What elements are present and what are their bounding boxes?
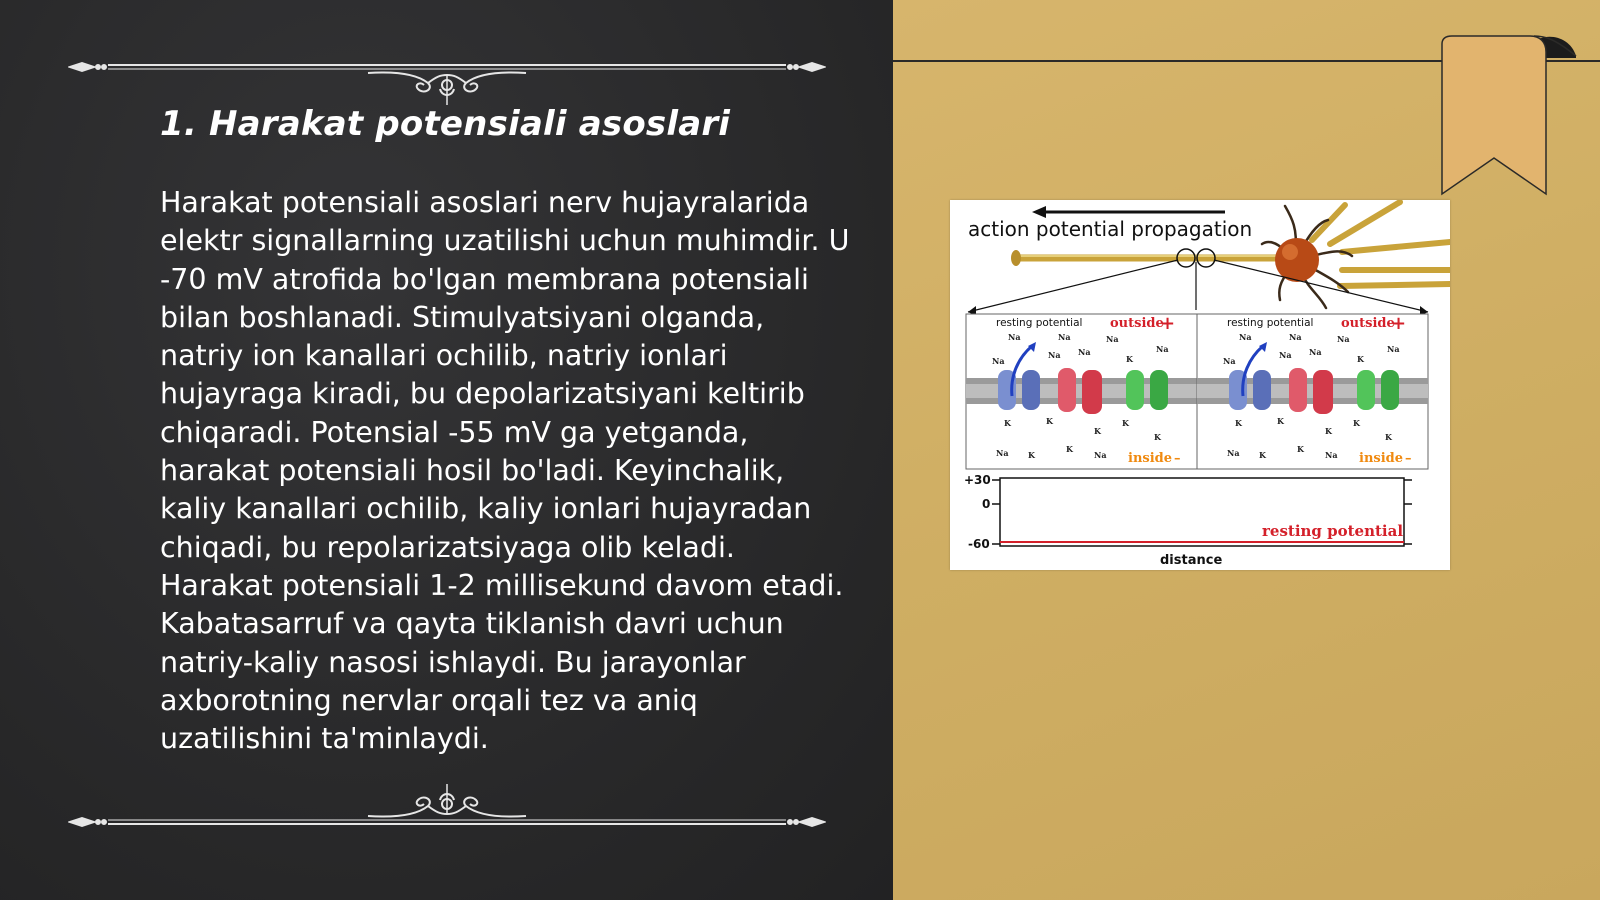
y-tick-0: 0	[982, 497, 991, 511]
svg-text:Na: Na	[1048, 350, 1061, 360]
svg-text:Na: Na	[1008, 332, 1021, 342]
svg-text:Na: Na	[1094, 450, 1107, 460]
svg-text:Na: Na	[1309, 347, 1322, 357]
membrane-panel-2	[1197, 313, 1428, 469]
series-label: resting potential	[1262, 522, 1404, 540]
svg-text:K: K	[1122, 418, 1129, 428]
y-tick-60: -60	[968, 537, 990, 551]
svg-text:K: K	[1277, 416, 1284, 426]
svg-text:Na: Na	[1058, 332, 1071, 342]
bookmark-ribbon-icon	[1434, 34, 1584, 200]
slide-body-text: Harakat potensiali asoslari nerv hujayralarida elektr signallarning uzatilishi uchun muhimdir. U -70 mV atrofida bo'lgan membrana potensiali bilan boshlanadi. Stimulyatsiyani olganda, natriy ion kanallari ochilib, natriy ionlari hujayraga kiradi, bu depolarizatsiyani keltirib chiqaradi. Potensial -55 mV ga yetganda, harakat potensiali hosil bo'ladi. Keyinchalik, kaliy kanallari ochilib, kaliy ionlari hujayradan chiqadi, bu repolarizatsiyaga olib keladi. Harakat potensiali 1-2 millisekund davom etadi. Kabatasarruf va qayta tiklanish davri uchun natriy-kaliy nasosi ishlaydi. Bu jarayonlar axborotning nervlar orqali tez va aniq uzatilishini ta'minlaydi.	[160, 186, 850, 756]
membrane-panel-1	[966, 313, 1197, 469]
svg-text:Na: Na	[992, 356, 1005, 366]
svg-text:K: K	[1046, 416, 1053, 426]
svg-text:Na: Na	[1387, 344, 1400, 354]
svg-text:Na: Na	[1156, 344, 1169, 354]
svg-text:Na: Na	[1078, 347, 1091, 357]
svg-text:K: K	[1357, 354, 1364, 364]
svg-text:K: K	[1235, 418, 1242, 428]
svg-text:Na: Na	[1279, 350, 1292, 360]
action-potential-diagram	[950, 200, 1450, 570]
svg-text:–: –	[1174, 451, 1181, 466]
svg-text:Na: Na	[1223, 356, 1236, 366]
svg-text:K: K	[1066, 444, 1073, 454]
svg-text:K: K	[1094, 426, 1101, 436]
x-axis-label: distance	[1160, 553, 1223, 568]
y-tick-30: +30	[964, 473, 991, 487]
potential-plot	[964, 473, 1412, 568]
svg-text:Na: Na	[1106, 334, 1119, 344]
diagram-heading: action potential propagation	[968, 217, 1253, 241]
svg-text:K: K	[1126, 354, 1133, 364]
svg-text:K: K	[1259, 450, 1266, 460]
svg-text:K: K	[1385, 432, 1392, 442]
svg-text:Na: Na	[1325, 450, 1338, 460]
neuron-icon	[1262, 206, 1352, 308]
svg-text:inside: inside	[1359, 451, 1404, 466]
svg-text:resting potential: resting potential	[1227, 317, 1314, 329]
svg-text:K: K	[1004, 418, 1011, 428]
svg-text:resting potential: resting potential	[996, 317, 1083, 329]
svg-text:Na: Na	[1337, 334, 1350, 344]
svg-text:inside: inside	[1128, 451, 1173, 466]
svg-text:K: K	[1353, 418, 1360, 428]
svg-text:+: +	[1391, 313, 1407, 334]
svg-text:Na: Na	[996, 448, 1009, 458]
svg-text:Na: Na	[1239, 332, 1252, 342]
svg-text:K: K	[1028, 450, 1035, 460]
svg-text:K: K	[1325, 426, 1332, 436]
svg-text:Na: Na	[1289, 332, 1302, 342]
ornament-divider-bottom	[68, 780, 826, 840]
svg-text:+: +	[1160, 313, 1176, 334]
svg-text:outside: outside	[1341, 316, 1395, 331]
ornament-divider-top	[68, 45, 826, 105]
svg-text:–: –	[1405, 451, 1412, 466]
slide-title: 1. Harakat potensiali asoslari	[160, 104, 731, 144]
svg-text:outside: outside	[1110, 316, 1164, 331]
svg-text:K: K	[1154, 432, 1161, 442]
svg-text:Na: Na	[1227, 448, 1240, 458]
svg-text:K: K	[1297, 444, 1304, 454]
